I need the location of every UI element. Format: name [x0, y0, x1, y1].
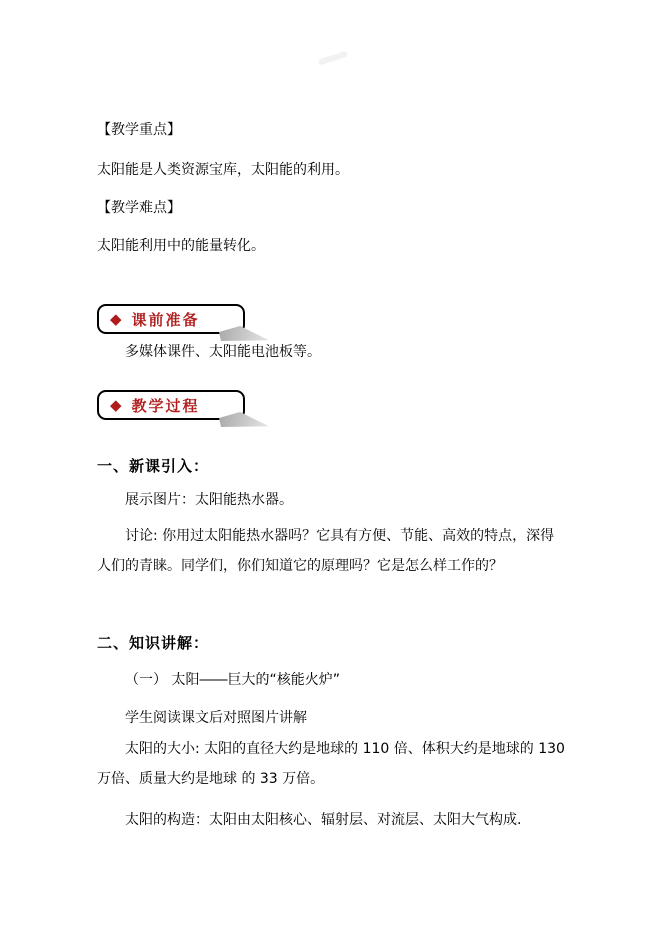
- banner-shadow-swoosh: [219, 412, 269, 427]
- section2-sun-size-text: 太阳的大小: 太阳的直径大约是地球的 110 倍、体积大约是地球的 130 万倍、质量大约是地球 的 33 万倍。: [97, 741, 565, 787]
- section1-show-picture-text: 展示图片：太阳能热水器。: [125, 492, 293, 508]
- process-section-banner: [97, 390, 245, 420]
- section2-sun-structure-text: 太阳的构造：太阳由太阳核心、辐射层、对流层、太阳大气构成.: [125, 812, 522, 828]
- section1-heading: 一、新课引入：: [97, 457, 210, 475]
- section2-reading-instruction-text: 学生阅读课文后对照图片讲解: [125, 710, 307, 726]
- teaching-difficulties-label: 【教学难点】: [97, 200, 181, 216]
- section1-discussion-text: 讨论: 你用过太阳能热水器吗？它具有方便、节能、高效的特点，深得人们的青睐。同学们，你们知道它的原理吗？它是怎么样工作的？: [97, 528, 555, 574]
- prep-section-banner: [97, 304, 245, 334]
- prep-materials-text: 多媒体课件、太阳能电池板等。: [125, 344, 321, 360]
- process-banner-label: 教学过程: [131, 396, 200, 415]
- section2-subheading-sun-furnace: （一） 太阳――巨大的“核能火炉”: [125, 672, 340, 688]
- teaching-key-points-text: 太阳能是人类资源宝库，太阳能的利用。: [97, 162, 349, 178]
- diamond-icon: ◆: [110, 395, 122, 414]
- section2-heading: 二、知识讲解：: [97, 634, 210, 652]
- teaching-difficulties-text: 太阳能利用中的能量转化。: [97, 238, 265, 254]
- diamond-icon: ◆: [110, 309, 122, 328]
- teaching-key-points-label: 【教学重点】: [97, 122, 181, 138]
- prep-banner-label: 课前准备: [131, 310, 200, 329]
- banner-shadow-swoosh: [219, 326, 269, 341]
- faint-watermark-smudge: [318, 51, 348, 66]
